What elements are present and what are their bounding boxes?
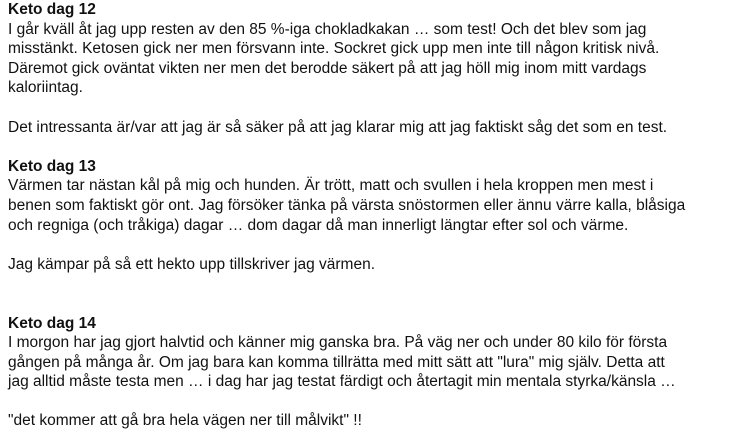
paragraph: Värmen tar nästan kål på mig och hunden. Är trött, matt och svullen i hela kroppen men mest i benen som faktiskt gör ont. Jag försöker tänka på värsta snöstormen eller ännu värre kalla, blåsiga och regniga (och tråkiga) dagar … dom dagar då man innerligt längtar efter sol och värme. xyxy=(8,176,746,235)
entry-day-13 xyxy=(8,157,746,275)
paragraph: "det kommer att gå bra hela vägen ner till målvikt" !! xyxy=(8,411,746,431)
paragraph: I går kväll åt jag upp resten av den 85 %-iga chokladkakan … som test! Och det blev som jag misstänkt. Ketosen gick ner men försvann inte. Sockret gick upp men inte till någon kritisk nivå. Däremot gick oväntat vikten ner men det berodde säkert på att jag höll mig inom mitt vardags kaloriintag. xyxy=(8,20,746,98)
entry-title: Keto dag 14 xyxy=(8,314,746,334)
paragraph: Jag kämpar på så ett hekto upp tillskriver jag värmen. xyxy=(8,255,746,275)
entry-title: Keto dag 13 xyxy=(8,157,746,177)
entry-title: Keto dag 12 xyxy=(8,0,746,20)
paragraph: I morgon har jag gjort halvtid och känner mig ganska bra. På väg ner och under 80 kilo för första gången på många år. Om jag bara kan komma tillrätta med mitt sätt att "lura" mig själv. Detta att jag alltid måste testa men … i dag har jag testat färdigt och återtagit min mentala styrka/känsla … xyxy=(8,333,746,392)
entry-day-12 xyxy=(8,0,746,137)
entry-day-14 xyxy=(8,314,746,431)
document-body xyxy=(8,0,746,431)
paragraph: Det intressanta är/var att jag är så säker på att jag klarar mig att jag faktiskt såg det som en test. xyxy=(8,118,746,138)
